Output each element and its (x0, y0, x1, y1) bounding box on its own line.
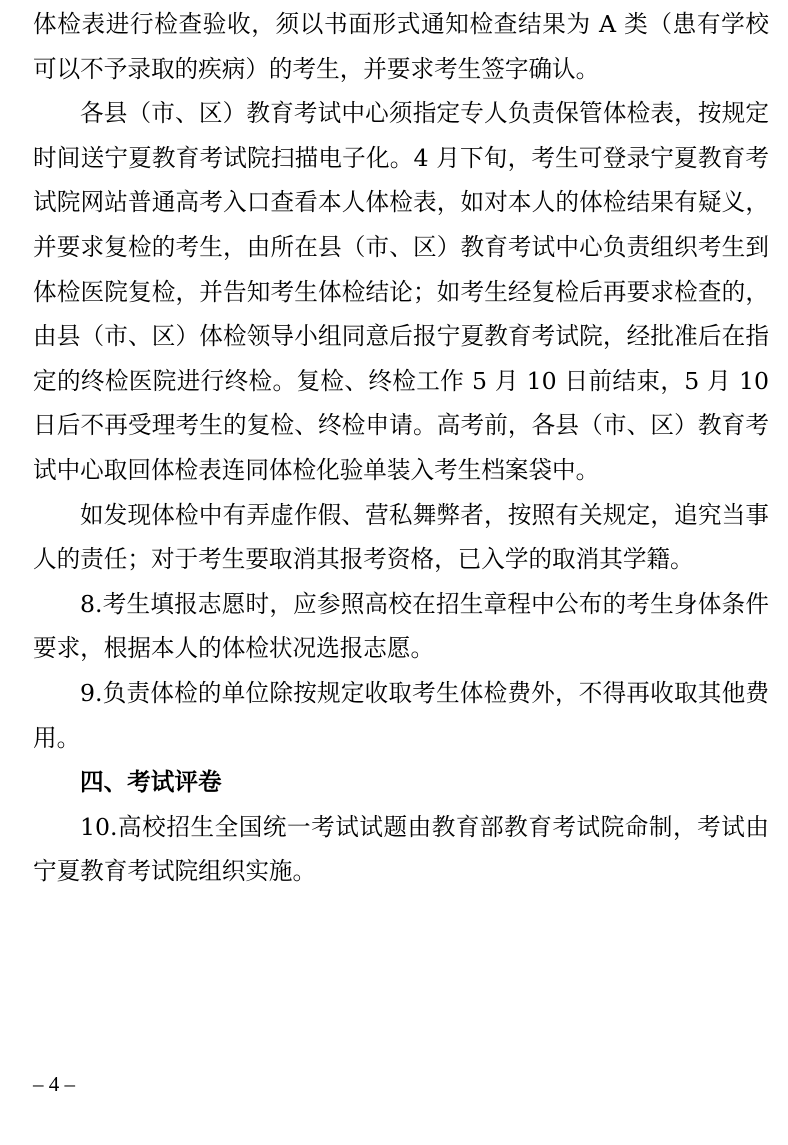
section-heading: 四、考试评卷 (80, 768, 222, 797)
paragraph-continuation: 体检表进行检查验收，须以书面形式通知检查结果为 A 类（患有学校可以不予录取的疾病）的考生，并要求考生签字确认。 (33, 10, 769, 83)
paragraph-item-9: 9.负责体检的单位除按规定收取考生体检费外，不得再收取其他费用。 (33, 678, 769, 752)
paragraph-item-8: 8.考生填报志愿时，应参照高校在招生章程中公布的考生身体条件要求，根据本人的体检状况选报志愿。 (33, 589, 769, 663)
paragraph-item-10: 10.高校招生全国统一考试试题由教育部教育考试院命制，考试由宁夏教育考试院组织实施。 (33, 812, 769, 886)
document-page (33, 2, 769, 894)
page-number: – 4 – (33, 1072, 75, 1096)
paragraph-physical-exam-forms: 各县（市、区）教育考试中心须指定专人负责保管体检表，按规定时间送宁夏教育考试院扫描电子化。4 月下旬，考生可登录宁夏教育考试院网站普通高考入口查看本人体检表，如对本人的体检结果有疑义，并要求复检的考生，由所在县（市、区）教育考试中心负责组织考生到体检医院复检，并告知考生体检结论；如考生经复检后再要求检查的，由县（市、区）体检领导小组同意后报宁夏教育考试院，经批准后在指定的终检医院进行终检。复检、终检工作 5 月 10 日前结束，5 月 10 日后不再受理考生的复检、终检申请。高考前，各县（市、区）教育考试中心取回体检表连同体检化验单装入考生档案袋中。 (33, 99, 769, 484)
paragraph-fraud-penalty: 如发现体检中有弄虚作假、营私舞弊者，按照有关规定，追究当事人的责任；对于考生要取消其报考资格，已入学的取消其学籍。 (33, 500, 769, 574)
